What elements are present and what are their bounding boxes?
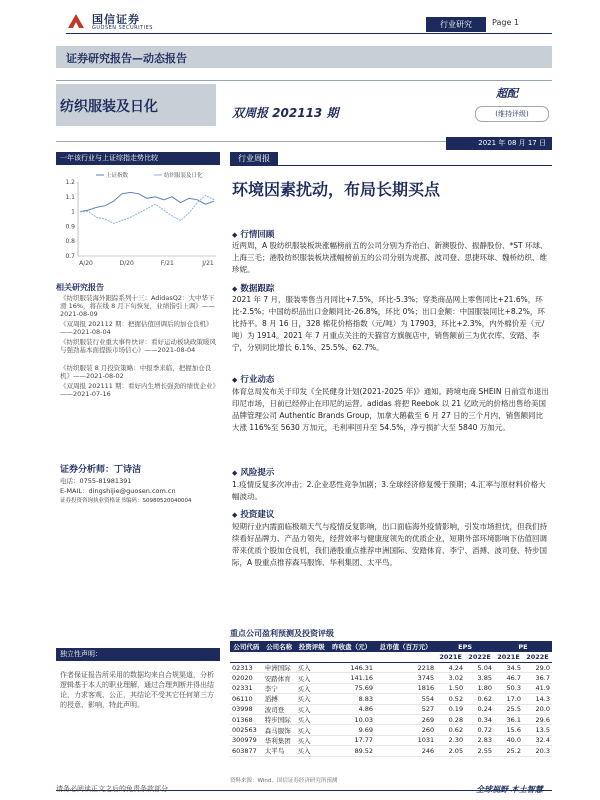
x-tick-label: F/21 [160, 260, 174, 267]
table-cell: 9.69 [328, 725, 375, 735]
disclaimer-title: 独立性声明： [56, 648, 220, 661]
section-heading: ◆ 数据跟踪 [232, 282, 274, 294]
table-cell: 36.7 [523, 673, 552, 683]
table-cell: 17.77 [328, 735, 375, 745]
table-cell: 46.7 [494, 673, 523, 683]
table-row [230, 683, 552, 693]
table-cell: 554 [375, 694, 436, 704]
col-header: 总市值（百万元） [375, 641, 436, 652]
table-cell: 4.24 [436, 663, 465, 673]
table-cell: 17.0 [494, 694, 523, 704]
table-cell: 2.05 [436, 746, 465, 756]
table-cell: 买入 [295, 683, 328, 693]
table-cell: 0.52 [436, 694, 465, 704]
section-heading: ◆ 风险提示 [232, 466, 274, 478]
report-date: 2021 年 08 月 17 日 [446, 137, 552, 150]
table-cell: 0.24 [465, 704, 494, 714]
related-reports-title: 相关研究报告 [56, 283, 104, 292]
analyst-phone: 电话：0755-81981391 [60, 477, 132, 485]
chart-title: 一年该行业与上证综指走势比较 [56, 152, 220, 165]
table-cell: 买入 [295, 746, 328, 756]
rating-sub: (维持评级) [475, 106, 549, 122]
table-cell: 89.52 [328, 746, 375, 756]
related-report[interactable]: 《纺织服装海外跟踪系列十三：AdidasQ2：大中华下滑 16%，将在线 8 月下旬恢复，业绩指引上调》——2021-08-09 [60, 294, 215, 318]
table-cell: 1816 [375, 683, 436, 693]
section-text: 2021 年 7 月，服装零售当月同比+7.5%，环比-5.3%；穿类商品网上零售同比+21.6%，环比-2.5%；中国纺织品出口金额同比-26.8%，环比 0%；出口金额：中国服装同比+8.2%，环比持平。8 月 16 日，328 棉花价格指数（元/吨）为 17903，环比+2.3%，内外棉价差（元/吨）为 1914。2021 年 7 月重点关注的天猫官方旗舰店中，销售额前三为优衣库、安踏、李宁，分别同比增长 6.1%、25.5%、62.7%。 [232, 295, 545, 352]
table-cell: 滔搏 [263, 694, 296, 704]
related-report[interactable]: 《纺织服装行业重大事件快评：看好运动板块政策暖风与强劲基本面提振市场信心》——2021-08-04 [60, 338, 216, 354]
table-cell: 32.4 [523, 735, 552, 745]
table-cell: 29.0 [523, 663, 552, 673]
table-cell: 0.28 [436, 714, 465, 724]
related-report[interactable]: 《双周报 202112 期：把握估值回调后的加仓良机》——2021-08-04 [60, 320, 213, 336]
table-cell: 2.83 [465, 735, 494, 745]
report-type-tag: 行业周报 [230, 152, 278, 165]
table-cell: 0.62 [436, 725, 465, 735]
table-cell: 买入 [295, 694, 328, 704]
table-cell: 1.80 [465, 683, 494, 693]
table-cell: 0.19 [436, 704, 465, 714]
table-cell: 买入 [295, 735, 328, 745]
estimates-table-title: 重点公司盈利预测及投资评级 [230, 629, 334, 638]
main-title: 环境因素扰动，布局长期买点 [232, 180, 441, 199]
col-header: PE [494, 641, 552, 652]
col-header: EPS [436, 641, 494, 652]
rating: 超配 [496, 87, 518, 100]
table-cell: 40.0 [494, 735, 523, 745]
table-cell: 买入 [295, 704, 328, 714]
table-cell: 买入 [295, 714, 328, 724]
table-cell: 50.3 [494, 683, 523, 693]
table-row [230, 694, 552, 704]
table-cell: 0.34 [465, 714, 494, 724]
table-cell: 森马服饰 [263, 725, 296, 735]
table-cell: 02020 [230, 673, 263, 683]
section-heading: ◆ 投资建议 [232, 508, 274, 520]
estimates-table [230, 641, 552, 757]
col-header: 公司代码 [230, 641, 263, 652]
type-divider [230, 165, 552, 166]
table-cell: 002563 [230, 725, 263, 735]
table-cell: 3.85 [465, 673, 494, 683]
table-cell: 4.86 [328, 704, 375, 714]
table-cell: 527 [375, 704, 436, 714]
table-cell: 2.55 [465, 746, 494, 756]
table-cell: 300979 [230, 735, 263, 745]
table-cell: 0.62 [465, 694, 494, 704]
related-report[interactable]: 《纺织服装 8 月投资策略：中报季来临，把握加仓良机》——2021-08-02 [60, 364, 212, 380]
report-issue: 双周报 202113 期 [232, 106, 339, 120]
analyst-license: 证券投资咨询执业资格证书编码：S0980520040004 [60, 498, 192, 504]
table-cell: 141.16 [328, 673, 375, 683]
analyst-email[interactable]: E-MAIL：dingshijie@guosen.com.cn [60, 487, 176, 495]
col-subheader: 2022E [523, 652, 552, 663]
table-cell: 5.04 [465, 663, 494, 673]
table-cell: 安踏体育 [263, 673, 296, 683]
table-cell: 01368 [230, 714, 263, 724]
y-tick-label: 0.7 [65, 253, 75, 260]
x-tick-label: A/20 [79, 260, 93, 267]
y-tick-label: 1 [71, 208, 75, 216]
banner-title: 证券研究报告—动态报告 [66, 52, 187, 65]
logo-text-en: GUOSEN SECURITIES [92, 25, 153, 31]
index-comparison-chart [56, 170, 220, 270]
page-number: Page 1 [492, 18, 519, 27]
table-cell: 8.83 [328, 694, 375, 704]
footer-disclaimer: 请务必阅读正文之后的免责条款部分 [56, 785, 168, 793]
section-heading: ◆ 行情回顾 [232, 228, 274, 240]
table-source: 资料来源：Wind、国信证券经济研究所预测 [230, 778, 338, 784]
disclaimer-text: 作者保证报告所采用的数据均来自合规渠道，分析逻辑基于本人的职业理解，通过合理判断并得出结论，力求客观、公正，其结论不受其它任何第三方的授意、影响，特此声明。 [60, 671, 214, 709]
table-row [230, 735, 552, 745]
y-tick-label: 1.2 [65, 179, 75, 186]
table-cell: 20.0 [523, 704, 552, 714]
table-cell: 太平鸟 [263, 746, 296, 756]
y-tick-label: 0.9 [65, 223, 75, 231]
table-cell: 李宁 [263, 683, 296, 693]
table-cell: 华利集团 [263, 735, 296, 745]
y-tick-label: 0.8 [65, 238, 75, 246]
section-text: 体育总局发布关于印发《全民健身计划(2021-2025 年)》通知。跨境电商 SHEIN 日前宣布退出印尼市场，日前已经停止在印尼的运营。adidas 将把 Reebok 以 21 亿欧元的价格出售给美国品牌管理公司 Authentic Brands Group，加拿大鹅截至 6 月 27 日的三个月内，销售额同比大涨 116%至 5630 万加元，毛利率回升至 54.5%，净亏损扩大至 5840 万加元。 [232, 387, 549, 432]
table-cell: 146.31 [328, 663, 375, 673]
table-cell: 41.9 [523, 683, 552, 693]
y-tick-label: 1.1 [65, 193, 75, 201]
table-cell: 29.6 [523, 714, 552, 724]
table-cell: 1.50 [436, 683, 465, 693]
table-cell: 02331 [230, 683, 263, 693]
table-cell: 2218 [375, 663, 436, 673]
related-report[interactable]: 《双周报 202111 期：看好内生增长强劲的绩优企业》——2021-07-16 [60, 382, 219, 398]
table-cell: 34.5 [494, 663, 523, 673]
section-text: 短期行业内需面临极端天气与疫情反复影响，出口面临海外疫情影响，引发市场担忧，但我们持续看好品牌力、产品力领先，经营效率与健康度领先的优质企业，短期外部环境影响下估值回调带来优质个股加仓良机，我们港股重点推荐申洲国际、安踏体育、李宁、滔搏、波司登、特步国际，A 股重点推荐森马服饰、华利集团、太平鸟。 [232, 522, 547, 567]
table-cell: 2.30 [436, 735, 465, 745]
table-cell: 75.69 [328, 683, 375, 693]
table-row [230, 673, 552, 683]
table-row [230, 714, 552, 724]
logo-text: 国信证券 [92, 13, 140, 26]
table-cell: 买入 [295, 725, 328, 735]
analyst-name: 证券分析师：丁诗洁 [60, 465, 142, 475]
table-cell: 269 [375, 714, 436, 724]
col-subheader: 2021E [436, 652, 465, 663]
table-cell: 13.5 [523, 725, 552, 735]
table-cell: 3745 [375, 673, 436, 683]
table-cell: 03998 [230, 704, 263, 714]
table-cell: 25.2 [494, 746, 523, 756]
x-tick-label: D/20 [119, 260, 134, 267]
col-header: 投资评级 [295, 641, 328, 652]
table-cell: 260 [375, 725, 436, 735]
table-cell: 波司登 [263, 704, 296, 714]
section-text: 近两周，A 股纺织服装板块涨幅榜前五的公司分别为乔治白、新澳股份、振静股份、*ST 环球、上海三毛；港股纺织服装板块涨幅榜前五的公司分别为虎都、波司登、思捷环球、魏桥纺织、维珍妮。 [232, 241, 548, 274]
col-subheader: 2022E [465, 652, 494, 663]
table-row [230, 663, 552, 673]
col-header: 公司名称 [263, 641, 296, 652]
col-header: 昨收盘（元） [328, 641, 375, 652]
table-cell: 02313 [230, 663, 263, 673]
table-cell: 3.02 [436, 673, 465, 683]
section-heading: ◆ 行业动态 [232, 373, 274, 385]
table-row [230, 746, 552, 756]
table-cell: 15.6 [494, 725, 523, 735]
table-cell: 1031 [375, 735, 436, 745]
table-row [230, 725, 552, 735]
table-row [230, 704, 552, 714]
legend-label: 纺织服装及日化 [164, 173, 203, 179]
table-cell: 特步国际 [263, 714, 296, 724]
report-category-tag: 行业研究 [426, 17, 486, 32]
section-text: 1.疫情反复多次冲击；2.企业恶性竞争加剧；3.全球经济修复慢于预期；4.汇率与原材料价格大幅波动。 [232, 480, 546, 501]
sector-name: 纺织服装及日化 [60, 99, 158, 115]
guosen-logo-icon [66, 12, 86, 30]
table-cell: 20.3 [523, 746, 552, 756]
table-cell: 申洲国际 [263, 663, 296, 673]
table-cell: 14.3 [523, 694, 552, 704]
table-cell: 06110 [230, 694, 263, 704]
legend-label: 上证指数 [106, 173, 129, 179]
table-cell: 603877 [230, 746, 263, 756]
table-cell: 0.72 [465, 725, 494, 735]
col-subheader: 2021E [494, 652, 523, 663]
x-tick-label: J/21 [202, 260, 214, 267]
header-divider [66, 33, 552, 34]
table-cell: 买入 [295, 663, 328, 673]
footer-slogan: 全球视野 本土智慧 [476, 785, 543, 794]
table-cell: 246 [375, 746, 436, 756]
table-cell: 25.5 [494, 704, 523, 714]
table-cell: 36.1 [494, 714, 523, 724]
table-cell: 10.03 [328, 714, 375, 724]
table-cell: 买入 [295, 673, 328, 683]
